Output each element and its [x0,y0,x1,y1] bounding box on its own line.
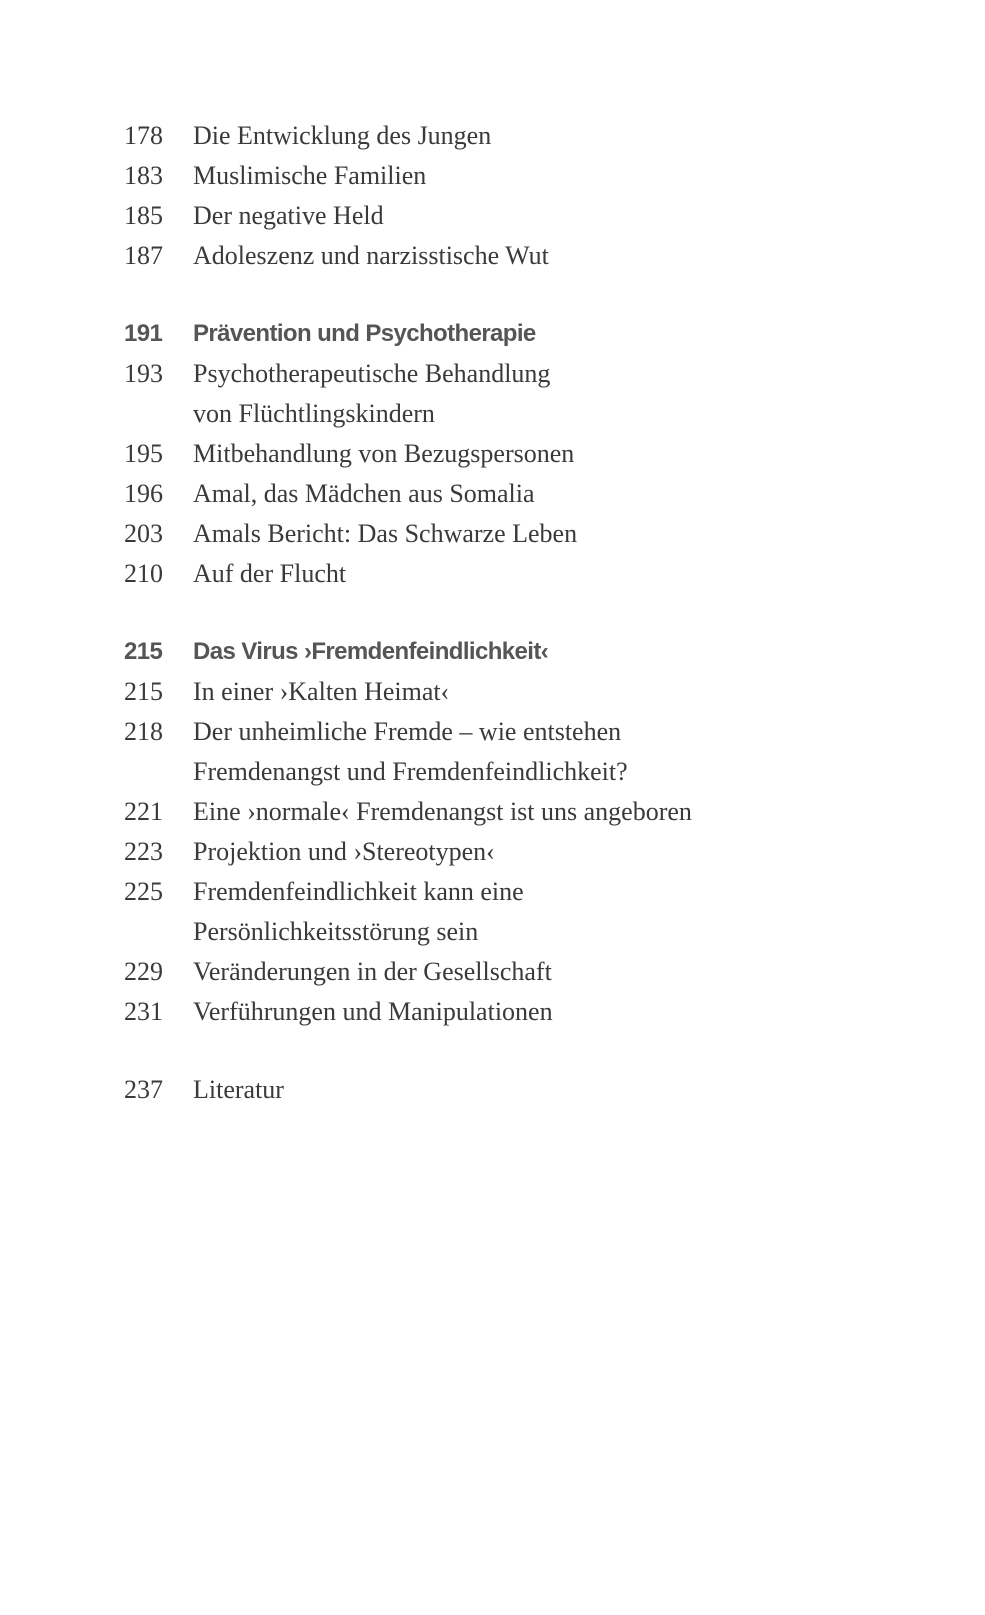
table-of-contents [124,116,924,1148]
toc-entry-title: Amal, das Mädchen aus Somalia [193,479,535,508]
toc-entry [124,872,924,952]
toc-entry [124,514,924,554]
toc-page-number: 196 [124,479,163,508]
toc-entry [124,156,924,196]
toc-page-number: 229 [124,957,163,986]
toc-entry-title: Verführungen und Manipulationen [193,997,553,1026]
toc-entry-title: Auf der Flucht [193,559,347,588]
toc-entry [124,116,924,156]
toc-page-number: 221 [124,797,163,826]
toc-chapter-heading [124,632,924,672]
toc-entry-title: Veränderungen in der Gesellschaft [193,957,552,986]
toc-page-number: 195 [124,439,163,468]
toc-entry-title: Die Entwicklung des Jungen [193,121,492,150]
toc-entry-title: Amals Bericht: Das Schwarze Leben [193,519,578,548]
toc-entry-title: Eine ›normale‹ Fremdenangst ist uns angeboren [193,797,692,826]
toc-page-number: 187 [124,241,163,270]
toc-entry [124,434,924,474]
toc-entry-title: Muslimische Familien [193,161,427,190]
toc-page-number: 183 [124,161,163,190]
toc-entry [124,832,924,872]
toc-page-number: 231 [124,997,163,1026]
toc-page-number: 185 [124,201,163,230]
toc-entry-title: Der unheimliche Fremde – wie entstehen [193,717,622,746]
toc-entry-title: In einer ›Kalten Heimat‹ [193,677,450,706]
toc-chapter-page-number: 191 [124,320,163,347]
toc-page-number: 218 [124,717,163,746]
toc-entry-title: Fremdenfeindlichkeit kann eine [193,877,524,906]
toc-group [124,632,924,1032]
toc-chapter-page-number: 215 [124,638,163,665]
toc-entry [124,196,924,236]
toc-entry [124,236,924,276]
toc-page-number: 215 [124,677,163,706]
toc-entry-title: Adoleszenz und narzisstische Wut [193,241,549,270]
toc-entry-title: Literatur [193,1075,284,1104]
toc-page-number: 237 [124,1075,163,1104]
toc-entry-title-continued: Fremdenangst und Fremdenfeindlichkeit? [193,757,628,786]
toc-entry [124,1070,924,1110]
toc-page-number: 193 [124,359,163,388]
toc-entry [124,474,924,514]
toc-entry-title: Projektion und ›Stereotypen‹ [193,837,495,866]
toc-page-number: 210 [124,559,163,588]
toc-entry-title: Psychotherapeutische Behandlung [193,359,551,388]
toc-entry [124,672,924,712]
toc-entry-title-continued: Persönlichkeitsstörung sein [193,917,479,946]
toc-page-number: 225 [124,877,163,906]
toc-chapter-title: Das Virus ›Fremdenfeindlichkeit‹ [193,638,549,665]
toc-chapter-title: Prävention und Psychotherapie [193,320,536,347]
toc-page-number: 223 [124,837,163,866]
toc-page-number: 203 [124,519,163,548]
toc-entry [124,992,924,1032]
toc-entry-title: Der negative Held [193,201,384,230]
toc-group [124,314,924,594]
toc-group [124,116,924,276]
toc-page-number: 178 [124,121,163,150]
toc-entry-title: Mitbehandlung von Bezugspersonen [193,439,575,468]
toc-entry [124,712,924,792]
toc-entry [124,792,924,832]
toc-chapter-heading [124,314,924,354]
toc-entry-title-continued: von Flüchtlingskindern [193,399,435,428]
toc-entry [124,952,924,992]
toc-entry [124,554,924,594]
toc-group [124,1070,924,1110]
toc-entry [124,354,924,434]
